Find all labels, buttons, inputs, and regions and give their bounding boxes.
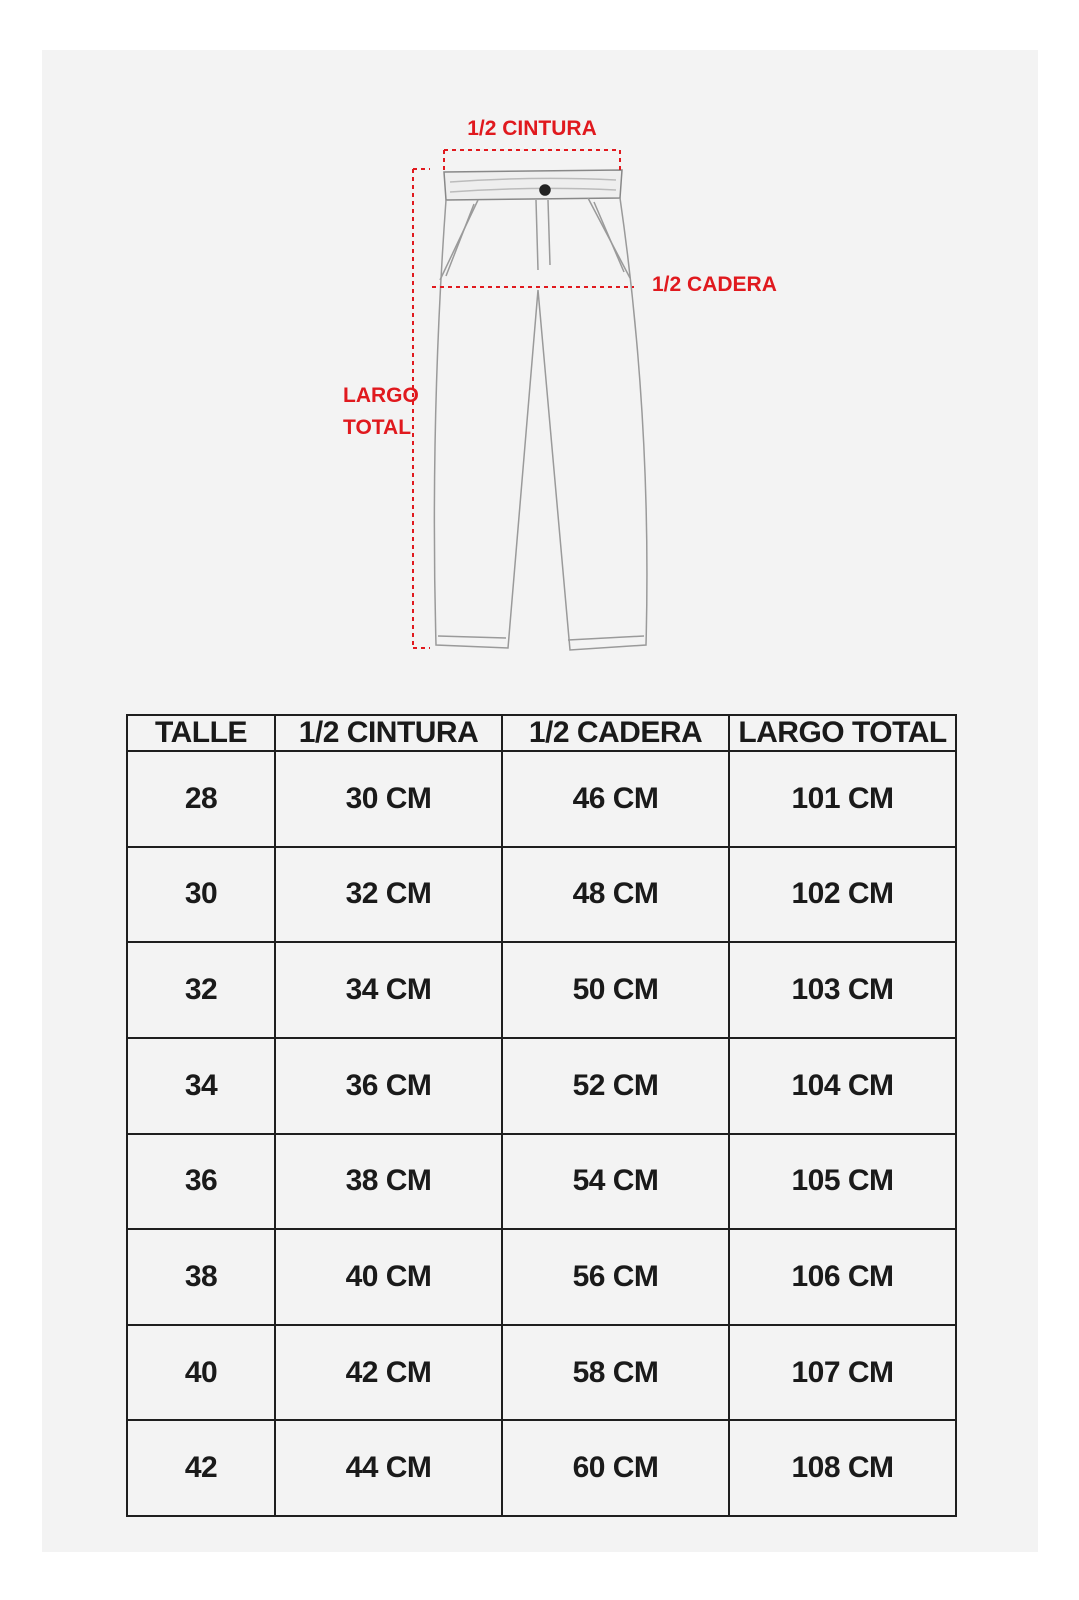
cell-cadera: 60 CM [502,1420,729,1516]
cell-largo: 105 CM [729,1134,956,1230]
cell-largo: 104 CM [729,1038,956,1134]
cell-talle: 40 [127,1325,275,1421]
cell-cadera: 46 CM [502,751,729,847]
waist-measure-line [444,150,620,170]
cell-largo: 106 CM [729,1229,956,1325]
cell-talle: 36 [127,1134,275,1230]
header-talle: TALLE [127,715,275,751]
cell-largo: 107 CM [729,1325,956,1421]
cell-cintura: 44 CM [275,1420,502,1516]
length-label-line2: TOTAL [343,416,412,439]
cell-cadera: 54 CM [502,1134,729,1230]
table-row [127,1038,956,1134]
table-row [127,1420,956,1516]
table-row [127,1229,956,1325]
length-label-line1: LARGO [343,384,419,407]
table-row [127,751,956,847]
table-row [127,847,956,943]
cell-cadera: 48 CM [502,847,729,943]
hip-label: 1/2 CADERA [652,273,777,296]
cell-talle: 38 [127,1229,275,1325]
cell-talle: 30 [127,847,275,943]
cell-cadera: 58 CM [502,1325,729,1421]
cell-cintura: 40 CM [275,1229,502,1325]
cell-cintura: 38 CM [275,1134,502,1230]
pants-diagram [0,0,1079,690]
cell-talle: 42 [127,1420,275,1516]
cell-largo: 103 CM [729,942,956,1038]
cell-cadera: 56 CM [502,1229,729,1325]
cell-cadera: 50 CM [502,942,729,1038]
cell-largo: 101 CM [729,751,956,847]
cell-talle: 32 [127,942,275,1038]
pants-icon [434,170,647,650]
cell-largo: 102 CM [729,847,956,943]
header-largo-total: LARGO TOTAL [729,715,956,751]
cell-talle: 34 [127,1038,275,1134]
length-measure-line [413,169,430,648]
header-cadera: 1/2 CADERA [502,715,729,751]
cell-cintura: 32 CM [275,847,502,943]
cell-cintura: 42 CM [275,1325,502,1421]
cell-cintura: 36 CM [275,1038,502,1134]
header-cintura: 1/2 CINTURA [275,715,502,751]
table-header-row [127,715,956,751]
table-row [127,942,956,1038]
waist-label: 1/2 CINTURA [467,117,597,140]
size-table [126,714,957,1517]
cell-talle: 28 [127,751,275,847]
cell-largo: 108 CM [729,1420,956,1516]
table-row [127,1325,956,1421]
cell-cadera: 52 CM [502,1038,729,1134]
table-row [127,1134,956,1230]
cell-cintura: 30 CM [275,751,502,847]
cell-cintura: 34 CM [275,942,502,1038]
